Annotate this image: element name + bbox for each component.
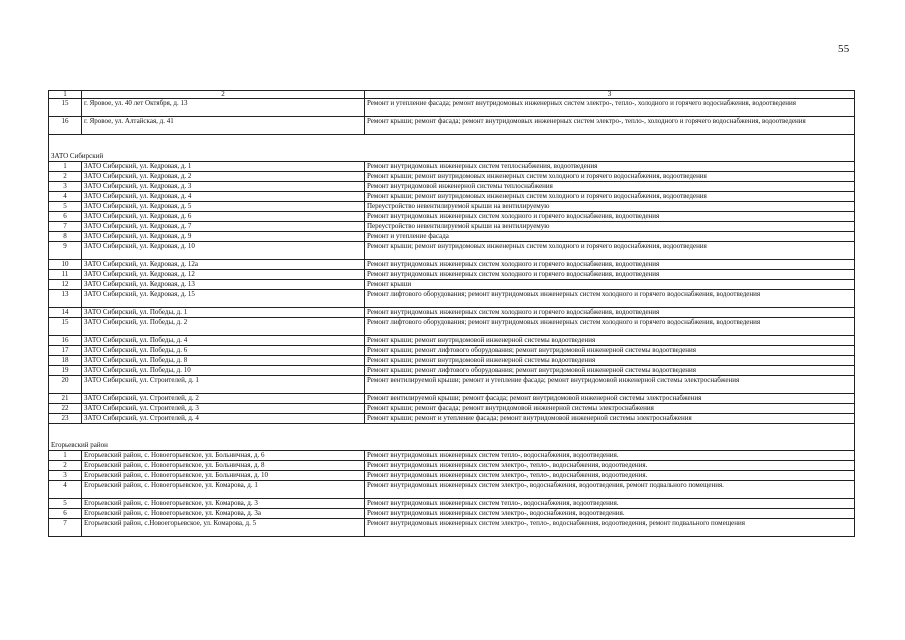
column-number-2: 2 (82, 91, 365, 99)
row-number-cell: 1 (49, 451, 82, 461)
works-cell: Переустройство невентилируемой крыши на вентилируемую (365, 222, 855, 232)
row-number-cell: 18 (49, 356, 82, 366)
table-row (49, 202, 855, 212)
row-number-cell: 15 (49, 99, 82, 117)
address-cell: Егорьевский район, с. Новоегорьевское, ул. Больничная, д. 6 (82, 451, 365, 461)
section-title: Егорьевский район (49, 424, 855, 451)
works-cell: Ремонт крыши; ремонт лифтового оборудования; ремонт внутридомовой инженерной системы водоотведения (365, 366, 855, 376)
page-number: 55 (838, 43, 850, 55)
table-row (49, 182, 855, 192)
address-cell: ЗАТО Сибирский, ул. Победы, д. 10 (82, 366, 365, 376)
table-row (49, 461, 855, 471)
table-row (49, 346, 855, 356)
table-row (49, 376, 855, 394)
address-cell: ЗАТО Сибирский, ул. Строителей, д. 1 (82, 376, 365, 394)
address-cell: Егорьевский район, с. Новоегорьевское, ул. Больничная, д. 8 (82, 461, 365, 471)
address-cell: ЗАТО Сибирский, ул. Кедровая, д. 10 (82, 242, 365, 260)
table-row (49, 356, 855, 366)
row-number-cell: 20 (49, 376, 82, 394)
works-cell: Ремонт крыши; ремонт фасада; ремонт внутридомовых инженерных систем электро-, тепло-, холодного и горячего водоснабжения, водоотведения (365, 117, 855, 135)
address-cell: ЗАТО Сибирский, ул. Кедровая, д. 9 (82, 232, 365, 242)
works-cell: Ремонт вентилируемой крыши; ремонт фасада; ремонт внутридомовой инженерной системы электроснабжения (365, 394, 855, 404)
table-row (49, 222, 855, 232)
row-number-cell: 1 (49, 162, 82, 172)
works-cell: Ремонт внутридомовых инженерных систем холодного и горячего водоснабжения, водоотведения (365, 270, 855, 280)
table-row (49, 451, 855, 461)
table-row (49, 270, 855, 280)
row-number-cell: 9 (49, 242, 82, 260)
row-number-cell: 17 (49, 346, 82, 356)
works-cell: Ремонт внутридомовых инженерных систем холодного и горячего водоснабжения, водоотведения (365, 212, 855, 222)
row-number-cell: 12 (49, 280, 82, 290)
table-row (49, 366, 855, 376)
works-cell: Переустройство невентилируемой крыши на вентилируемую (365, 202, 855, 212)
row-number-cell: 7 (49, 519, 82, 537)
table-row (49, 172, 855, 182)
works-cell: Ремонт внутридомовых инженерных систем электро-, водоснабжения, водоотведения, ремонт подвального помещения. (365, 481, 855, 499)
address-cell: ЗАТО Сибирский, ул. Строителей, д. 3 (82, 404, 365, 414)
table-row (49, 394, 855, 404)
address-cell: ЗАТО Сибирский, ул. Кедровая, д. 1 (82, 162, 365, 172)
row-number-cell: 16 (49, 336, 82, 346)
row-number-cell: 16 (49, 117, 82, 135)
address-cell: ЗАТО Сибирский, ул. Строителей, д. 2 (82, 394, 365, 404)
address-cell: ЗАТО Сибирский, ул. Кедровая, д. 12а (82, 260, 365, 270)
column-number-3: 3 (365, 91, 855, 99)
table-row (49, 242, 855, 260)
row-number-cell: 22 (49, 404, 82, 414)
table-row (49, 162, 855, 172)
table-row (49, 290, 855, 308)
row-number-cell: 23 (49, 414, 82, 424)
works-cell: Ремонт крыши; ремонт фасада; ремонт внутридомовой инженерной системы электроснабжения (365, 404, 855, 414)
row-number-cell: 6 (49, 212, 82, 222)
works-cell: Ремонт внутридомовых инженерных систем электро-, водоснабжения, водоотведения. (365, 509, 855, 519)
address-cell: Егорьевский район, с. Новоегорьевское, ул. Комарова, д. 3а (82, 509, 365, 519)
address-cell: ЗАТО Сибирский, ул. Победы, д. 4 (82, 336, 365, 346)
works-cell: Ремонт крыши (365, 280, 855, 290)
column-number-1: 1 (49, 91, 82, 99)
address-cell: ЗАТО Сибирский, ул. Кедровая, д. 12 (82, 270, 365, 280)
address-cell: ЗАТО Сибирский, ул. Кедровая, д. 13 (82, 280, 365, 290)
address-cell: ЗАТО Сибирский, ул. Кедровая, д. 5 (82, 202, 365, 212)
repair-register-table (48, 90, 855, 537)
row-number-cell: 10 (49, 260, 82, 270)
row-number-cell: 21 (49, 394, 82, 404)
address-cell: ЗАТО Сибирский, ул. Победы, д. 6 (82, 346, 365, 356)
row-number-cell: 11 (49, 270, 82, 280)
address-cell: ЗАТО Сибирский, ул. Победы, д. 1 (82, 308, 365, 318)
table-row (49, 481, 855, 499)
table-row (49, 308, 855, 318)
table-row (49, 232, 855, 242)
row-number-cell: 15 (49, 318, 82, 336)
works-cell: Ремонт лифтового оборудования; ремонт внутридомовых инженерных систем холодного и горячего водоснабжения, водоотведения (365, 290, 855, 308)
works-cell: Ремонт крыши; ремонт внутридомовых инженерных систем холодного и горячего водоснабжения, водоотведения (365, 192, 855, 202)
row-number-cell: 14 (49, 308, 82, 318)
works-cell: Ремонт внутридомовых инженерных систем холодного и горячего водоснабжения, водоотведения (365, 260, 855, 270)
works-cell: Ремонт крыши; ремонт внутридомовых инженерных систем холодного и горячего водоснабжения, водоотведения (365, 242, 855, 260)
works-cell: Ремонт лифтового оборудования; ремонт внутридомовых инженерных систем холодного и горячего водоснабжения, водоотведения (365, 318, 855, 336)
section-header-row (49, 424, 855, 451)
section-header-row (49, 135, 855, 162)
works-cell: Ремонт и утепление фасада; ремонт внутридомовых инженерных систем электро-, тепло-, холодного и горячего водоснабжения, водоотведения (365, 99, 855, 117)
works-cell: Ремонт крыши; ремонт внутридомовых инженерных систем холодного и горячего водоснабжения, водоотведения (365, 172, 855, 182)
works-cell: Ремонт внутридомовых инженерных систем электро-, тепло-, водоснабжения, водоотведения, ремонт подвального помещения (365, 519, 855, 537)
address-cell: ЗАТО Сибирский, ул. Кедровая, д. 2 (82, 172, 365, 182)
address-cell: Егорьевский район, с. Новоегорьевское, ул. Комарова, д. 1 (82, 481, 365, 499)
row-number-cell: 5 (49, 499, 82, 509)
address-cell: Егорьевский район, с. Новоегорьевское, ул. Больничная, д. 10 (82, 471, 365, 481)
address-cell: ЗАТО Сибирский, ул. Кедровая, д. 4 (82, 192, 365, 202)
works-cell: Ремонт внутридомовых инженерных систем холодного и горячего водоснабжения, водоотведения (365, 308, 855, 318)
address-cell: ЗАТО Сибирский, ул. Кедровая, д. 15 (82, 290, 365, 308)
address-cell: ЗАТО Сибирский, ул. Победы, д. 2 (82, 318, 365, 336)
table-row (49, 336, 855, 346)
row-number-cell: 4 (49, 481, 82, 499)
works-cell: Ремонт крыши; ремонт лифтового оборудования; ремонт внутридомовой инженерной системы водоотведения (365, 346, 855, 356)
register-body (49, 91, 855, 537)
row-number-cell: 2 (49, 172, 82, 182)
row-number-cell: 3 (49, 182, 82, 192)
table-row (49, 519, 855, 537)
table-row (49, 99, 855, 117)
section-title: ЗАТО Сибирский (49, 135, 855, 162)
works-cell: Ремонт вентилируемой крыши; ремонт и утепление фасада; ремонт внутридомовой инженерной системы электроснабжения (365, 376, 855, 394)
works-cell: Ремонт крыши; ремонт внутридомовой инженерной системы водоотведения (365, 336, 855, 346)
works-cell: Ремонт внутридомовой инженерной системы теплоснабжения (365, 182, 855, 192)
works-cell: Ремонт внутридомовых инженерных систем электро-, тепло-, водоснабжения, водоотведения. (365, 461, 855, 471)
address-cell: ЗАТО Сибирский, ул. Кедровая, д. 6 (82, 212, 365, 222)
address-cell: ЗАТО Сибирский, ул. Кедровая, д. 3 (82, 182, 365, 192)
table-row (49, 192, 855, 202)
address-cell: г. Яровое, ул. Алтайская, д. 41 (82, 117, 365, 135)
works-cell: Ремонт внутридомовых инженерных систем электро-, тепло-, водоснабжения, водоотведения. (365, 471, 855, 481)
works-cell: Ремонт крыши; ремонт внутридомовой инженерной системы водоотведения (365, 356, 855, 366)
row-number-cell: 13 (49, 290, 82, 308)
address-cell: ЗАТО Сибирский, ул. Строителей, д. 4 (82, 414, 365, 424)
address-cell: ЗАТО Сибирский, ул. Кедровая, д. 7 (82, 222, 365, 232)
row-number-cell: 5 (49, 202, 82, 212)
table-row (49, 414, 855, 424)
table-row (49, 499, 855, 509)
row-number-cell: 6 (49, 509, 82, 519)
table-row (49, 117, 855, 135)
address-cell: г. Яровое, ул. 40 лет Октября, д. 13 (82, 99, 365, 117)
row-number-cell: 2 (49, 461, 82, 471)
table-row (49, 471, 855, 481)
table-row (49, 509, 855, 519)
table-row (49, 212, 855, 222)
table-row (49, 318, 855, 336)
works-cell: Ремонт и утепление фасада (365, 232, 855, 242)
works-cell: Ремонт внутридомовых инженерных систем теплоснабжения, водоотведения (365, 162, 855, 172)
row-number-cell: 8 (49, 232, 82, 242)
table-row (49, 260, 855, 270)
row-number-cell: 4 (49, 192, 82, 202)
table-row (49, 404, 855, 414)
row-number-cell: 3 (49, 471, 82, 481)
row-number-cell: 19 (49, 366, 82, 376)
address-cell: Егорьевский район, с.Новоегорьевское, ул. Комарова, д. 5 (82, 519, 365, 537)
row-number-cell: 7 (49, 222, 82, 232)
table-row (49, 280, 855, 290)
works-cell: Ремонт внутридомовых инженерных систем тепло-, водоснабжения, водоотведения. (365, 499, 855, 509)
address-cell: Егорьевский район, с. Новоегорьевское, ул. Комарова, д. 3 (82, 499, 365, 509)
column-number-row (49, 91, 855, 99)
works-cell: Ремонт крыши; ремонт и утепление фасада; ремонт внутридомовой инженерной системы электроснабжения (365, 414, 855, 424)
works-cell: Ремонт внутридомовых инженерных систем тепло-, водоснабжения, водоотведения. (365, 451, 855, 461)
address-cell: ЗАТО Сибирский, ул. Победы, д. 8 (82, 356, 365, 366)
